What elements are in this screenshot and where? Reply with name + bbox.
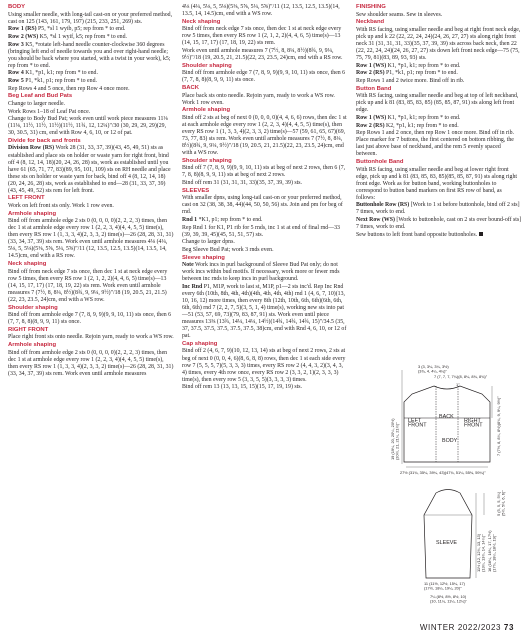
- instruction-paragraph: [182, 48, 348, 62]
- instruction-text: Bind off from neck edge 7 sts once, then dec 1 st at neck edge every row 5 times, then every RS row 1 (2, 1, 2, 2)(4, 4, 6, 5) time(s)—13 (14, 15, 17, 17) (17, 18, 19, 22) sts rem.: [182, 26, 342, 47]
- instruction-paragraph: [182, 247, 348, 254]
- section-heading: Buttonhole Band: [356, 158, 404, 165]
- armhole-text: 7 (7½, 8, 8¼, 8½)(8¾, 9, 9¼, 9½)": [496, 396, 501, 456]
- instruction-text: K1, *p1, k1; rep from * to end.: [386, 114, 461, 121]
- instruction-text: K1, *p1, k1; rep from * to end.: [386, 62, 461, 69]
- instruction-paragraph: [8, 12, 174, 26]
- instruction-text: Bind off from neck edge 7 sts once, then dec 1 st at neck edge every row 5 times, then every RS row 1 (2, 1, 2, 2)(4, 4, 6, 5) time(s)—13 (14, 15, 17, 17) (17, 18, 19, 22) sts rem. Work even until armhole measures 7 (7½, 8, 8¼, 8½)(8¾, 9, 9¼, 9½)"/18 (19, 20.5, 21, 21.5)(22, 23, 23.5, 24)cm, end with a WS row.: [8, 268, 168, 303]
- sleeve-outline: [424, 490, 472, 579]
- instruction-paragraph: [8, 350, 174, 378]
- instruction-paragraph: [356, 78, 522, 85]
- instruction-paragraph: [182, 4, 348, 18]
- section-heading: Armhole shaping: [8, 210, 57, 217]
- instruction-paragraph: [8, 26, 174, 33]
- section-heading: Shoulder shaping: [182, 62, 232, 69]
- row-label: Row 2 (RS): [356, 70, 385, 77]
- instruction-paragraph: [8, 203, 174, 210]
- instruction-paragraph: [8, 109, 174, 116]
- cuff-text: 7¼ (8½, 8½, 8½, 10) (10, 11¼, 11¼, 12¼)": [430, 594, 467, 604]
- instruction-paragraph: [8, 269, 174, 304]
- section-heading: RIGHT FRONT: [8, 326, 49, 333]
- instruction-paragraph: [182, 384, 348, 391]
- row-label: Row 2 (RS): [356, 122, 385, 129]
- instruction-text: Work even until armhole measures 7 (7½, 8, 8¼, 8½)(8¾, 9, 9¼, 9½)"/18 (19, 20.5, 21, 21.5)(22, 23, 23.5, 24)cm, end with a RS row.: [182, 48, 343, 62]
- instruction-paragraph: [8, 116, 174, 137]
- instruction-paragraph: [182, 348, 348, 383]
- neck-depth-text: 1": [456, 382, 460, 387]
- instruction-paragraph: [8, 42, 174, 70]
- instruction-paragraph: [182, 70, 348, 84]
- instruction-paragraph: [8, 334, 174, 341]
- row-label: Row 1 (WS): [356, 114, 387, 121]
- instruction-text: Rep Rows 4 and 5 once, then rep Row 4 once more.: [8, 85, 130, 92]
- row-label: Buttonhole Row (RS): [356, 202, 410, 209]
- instruction-text: P1, M1P, work to last st, M1P, p1—2 sts inc'd. Rep Inc Rnd every 6th (10th, 8th, 4th, 4th)(4th, 4th, 4th, 4th) rnd 1 (4, 6, 7, 10)(13, 10, 16, 12) more times, then every 8th (12th, 10th, 6th, 6th)(6th, 6th, 6th, 6th) rnd 7 (2, 2, 7, 5)(3, 5, 1, 4) time(s), working new sts into pat—51 (53, 57, 69, 73)(79, 83, 87, 91) sts. Work even until piece measures 13⅜ (13¾, 14¼, 14¼, 14½)(14¾, 14¾, 14¾, 15)"/34.5 (35, 37, 37.5, 37.5, 37.5, 37.5, 37.5, 38)cm, end with Rnd 4, 6, 10, or 12 of pat.: [182, 283, 347, 340]
- section-heading: Divide for back and fronts: [8, 137, 81, 144]
- section-heading: Cap shaping: [182, 340, 218, 347]
- neck-width-text: 3 (3, 3¼, 3¼, 3½) (3¾, 4, 4¼, 4¼)": [418, 364, 449, 374]
- instruction-paragraph: [182, 115, 348, 157]
- schematic-diagram: [382, 360, 512, 630]
- sleeve-length-text: 16 (16¼, 16¾, 17, 17½)(17¾, 18¼, 18½, 19)": [487, 530, 497, 572]
- instruction-text: 4⅛ (4¼, 5⅛, 5, 5⅛)(5⅜, 5⅝, 5¼, 5⅝)"/11 (12, 13.5, 12.5, 13.5)(14, 13.5, 14, 14.5)cm, end with a WS row.: [182, 4, 340, 18]
- instruction-paragraph: [182, 284, 348, 340]
- issue-label: WINTER 2022/2023: [419, 623, 502, 632]
- instruction-paragraph: [182, 225, 348, 239]
- row-label: Row 2 (WS): [8, 33, 39, 40]
- instruction-paragraph: [8, 101, 174, 108]
- instruction-text: Bind off from armhole edge 2 sts 0 (0, 0, 0, 0)(2, 2, 2, 3) times, then dec 1 st at armhole edge every row 1 (2, 2, 3, 4)(4, 4, 5, 5) time(s), then every RS row 1 (1, 3, 3, 4)(2, 3, 3, 2) time(s)—26 (28, 28, 31, 31)(33, 34, 37, 39) sts rem. Work even until armhole measures: [8, 349, 174, 377]
- instruction-text: Change to Body Bud Pat; work even until work piece measures 11⅛ (11⅛, 11½, 11½, 11½)(11½, 11¾, 12, 12¼)"/30 (30, 29, 29, 29)(29, 30, 30.5, 31) cm, end with Row 4, 6, 10, or 12 of pat.: [8, 116, 168, 137]
- instruction-text: With RS facing, using smaller needle and beg at top of left neckband, pick up and k 81 (83, 85, 83, 85) (85, 85, 87, 91) sts along left front edge.: [356, 93, 519, 114]
- instruction-paragraph: [356, 63, 522, 70]
- row-label: Division Row (RS): [8, 145, 55, 152]
- page-number: 73: [503, 623, 514, 632]
- section-heading: Armhole shaping: [8, 342, 57, 349]
- instruction-paragraph: [356, 123, 522, 130]
- instruction-paragraph: [356, 217, 522, 231]
- instruction-text: *K1, p1; rep from * to end.: [197, 216, 263, 223]
- instruction-paragraph: [356, 202, 522, 216]
- instruction-text: K5, *sl 1 wyif, k5; rep from * to end.: [38, 33, 127, 40]
- instruction-paragraph: [8, 70, 174, 77]
- instruction-text: Bind off rem 13 (13, 13, 15, 15)(15, 17, 19, 19) sts.: [182, 384, 303, 391]
- instruction-paragraph: [182, 262, 348, 283]
- instruction-paragraph: [182, 239, 348, 246]
- instruction-text: Bind off from armhole edge 7 (7, 8, 9, 9)(9, 9, 10, 11) sts once, then 6 (7, 7, 8, 8)(8, 9, 9, 11) sts once.: [182, 70, 346, 84]
- instruction-text: Sew shoulder seams. Sew in sleeves.: [356, 11, 443, 18]
- section-heading: Button Band: [356, 85, 392, 92]
- instruction-text: With smaller dpns, using long-tail cast-on or your preferred method, cast on 32 (38, 38, 38, 44)(44, 50, 50, 56) sts. Join and pm for beg of rnd.: [182, 195, 343, 216]
- row-label: Row 3: [8, 41, 24, 48]
- instruction-text: Place right front sts onto needle. Rejoin yarn, ready to work a WS row.: [8, 334, 174, 341]
- section-heading: Neck shaping: [8, 261, 47, 268]
- instruction-text: Bind off 2 (4, 6, 7, 9)(10, 12, 13, 14) sts at beg of next 2 rows, 2 sts at beg of next 0 (0, 0, 4, 6)(8, 6, 8, 8) rows, then dec 1 st each side every row 7 (5, 5, 5, 7)(5, 3, 3, 3) times, every RS row 2 (4, 4, 3, 2)(3, 4, 3, 4) times, every 4th row once, every RS row 2 (3, 3, 2, 1)(2, 3, 3, 3) time(s), then every row 5 (3, 3, 5, 5)(3, 3, 3, 3) times.: [182, 348, 346, 383]
- instruction-paragraph: [356, 130, 522, 158]
- instruction-text: Bind off from armhole edge 2 sts 0 (0, 0, 0, 0)(2, 2, 2, 3) times, then dec 1 st at armhole edge every row 1 (2, 2, 3, 4)(4, 4, 5, 5) time(s), then every RS row 1 (1, 3, 3, 4)(2, 3, 3, 2) time(s)—26 (28, 28, 31, 31) (33, 34, 37, 39) sts rem. Work even until armhole measures 4⅛ (4¼, 5⅛, 5, 5⅛)(5⅜, 5⅝, 5¼, 5⅝)"/11 (12, 13.5, 12.5, 13.5)(14, 13.5, 14, 14.5)cm, end with a RS row.: [8, 218, 174, 260]
- instruction-paragraph: [8, 145, 174, 194]
- instruction-paragraph: [182, 93, 348, 107]
- column-1: [8, 4, 174, 378]
- label-left-front: LEFT FRONT: [408, 418, 427, 429]
- section-heading: FINISHING: [356, 4, 386, 10]
- instruction-paragraph: [356, 115, 522, 122]
- instruction-text: P1, *k1, p1; rep from * to end.: [384, 70, 458, 77]
- label-right-front: RIGHT FRONT: [464, 418, 483, 429]
- row-label: Next Row (WS): [356, 217, 395, 224]
- instruction-text: K5, *rotate left-hand needle counter-clockwise 360 degrees (bringing left end of needle towards you and over right-hand needle; you should be back where you started, with a twist in your work), k5; rep from * to end.: [8, 41, 171, 69]
- shoulder-text: 7 (7, 7, 7, 7¼)(8, 8¼, 8¾, 8¾)": [434, 374, 488, 379]
- instruction-paragraph: [8, 218, 174, 260]
- section-heading: SLEEVES: [182, 187, 210, 194]
- instruction-paragraph: [182, 180, 348, 187]
- instruction-text: Using smaller needle, with long-tail cast-on or your preferred method, cast on 125 (143, 161, 179, 197) (215, 233, 251, 269) sts.: [8, 11, 173, 25]
- instruction-text: [Work to 1 st before buttonhole, bind off 2 sts] 7 times, work to end.: [356, 202, 520, 216]
- section-heading: LEFT FRONT: [8, 195, 45, 202]
- instruction-text: K2, *p1, k1; rep from * to end.: [384, 122, 459, 129]
- section-heading: Neckband: [356, 19, 385, 26]
- section-heading: Shoulder shaping: [8, 304, 58, 311]
- section-heading: Neck shaping: [182, 18, 221, 25]
- instruction-text: K1, *p1, k1; rep from * to end.: [23, 70, 98, 77]
- body-length-text: 19 (19¼, 20, 20¼, 20½)(20½, 21, 21¼, 21½)": [390, 418, 400, 460]
- instruction-paragraph: [182, 165, 348, 179]
- section-heading: BACK: [182, 84, 200, 91]
- label-sleeve: SLEEVE: [436, 540, 457, 546]
- instruction-text: With RS facing, using smaller needle and beg at lower right front edge, pick up and k 81 (83, 85, 83, 85)(85, 85, 87, 91) sts along right front edge. Work as for button band, working buttonholes to correspond to button band markers on first RS row of band, as follows:: [356, 166, 518, 201]
- section-heading: Sleeve shaping: [182, 254, 225, 261]
- instruction-paragraph: [356, 12, 522, 19]
- cap-height-text: 5 (5, 5, 5, 5¼)(5½, 5½, 6, 6)": [496, 490, 506, 516]
- row-label: Row 4: [8, 70, 24, 77]
- instruction-text: Change to larger dpns.: [182, 239, 235, 246]
- end-square-icon: [479, 232, 483, 236]
- instruction-text: Sew buttons to left front band opposite buttonholes.: [356, 231, 479, 238]
- instruction-paragraph: [8, 312, 174, 326]
- instruction-text: Work incs in purl background of Sleeve Bud Pat only; do not work incs within bud motifs. If necessary, work more or fewer rnds between inc rnds to keep incs in purl background.: [182, 262, 340, 283]
- page-footer: [420, 623, 514, 632]
- instruction-paragraph: [182, 195, 348, 216]
- row-label: Row 1 (WS): [356, 62, 387, 69]
- instruction-paragraph: [356, 232, 522, 239]
- instruction-text: Bind off 2 sts at beg of next 0 (0, 0, 0, 0)(4, 4, 6, 6) rows, then dec 1 st at each armhole edge every row 1 (2, 2, 3, 4)(4, 4, 5, 5) time(s), then every RS row 1 (1, 3, 3, 4)(2, 3, 3, 2) time(s)—57 (59, 61, 65, 67)(69, 73, 77, 83) sts rem. Work even until armhole measures 7 (7½, 8, 8¼, 8½)(8¾, 9, 9¼, 9½)"/18 (19, 20.5, 21, 21.5)(22, 23, 23.5, 24)cm, end with a WS row.: [182, 114, 347, 157]
- instruction-paragraph: [356, 93, 522, 114]
- sleeve-depth-text: 11½ (12, 12¾, 13, 13)(13¼, 13¾, 14, 14¼)": [476, 534, 486, 572]
- instruction-text: Work 28 (31, 33, 37, 39)(43, 45, 49, 51) sts as established and place sts on holder or waste yarn for right front, bind off 4 (8, 12, 14, 18)(20, 24, 26, 28) sts, work as established until you have 61 (65, 71, 77, 83)(89, 95, 101, 109) sts on RH needle and place these sts on holder or waste yarn for back, bind off 4 (8, 12, 14, 18)(20, 24, 26, 28) sts, work as established to end—28 (31, 33, 37, 39) (43, 45, 49, 52) sts rem for left front.: [8, 145, 171, 194]
- instruction-paragraph: [356, 70, 522, 77]
- instruction-paragraph: [356, 27, 522, 62]
- instruction-paragraph: [8, 78, 174, 85]
- row-label: Rnd 1: [182, 216, 198, 223]
- instruction-paragraph: [182, 217, 348, 224]
- instruction-text: Bind off 7 (7, 8, 9, 9)(9, 9, 10, 11) sts at beg of next 2 rows, then 6 (7, 7, 8, 8)(8, 9, 9, 11) sts at beg of next 2 rows.: [182, 165, 346, 179]
- instruction-text: Rep Rows 1 and 2 twice more. Bind off in rib.: [356, 77, 465, 84]
- instruction-text: With RS facing, using smaller needle and beg at right front neck edge, pick up and k 22 (22, 22, 24, 24)(24, 26, 27, 27) sts along right front neck 31 (31, 31, 31, 33)(35, 37, 39, 39) sts across back neck, then 22 (22, 22, 24, 24)(24, 26, 27, 27) sts down left front neck edge—75 (75, 75, 79, 81)(83, 89, 93, 93) sts.: [356, 26, 521, 62]
- instruction-text: Work on left front sts only. Work 1 row even.: [8, 202, 114, 209]
- instruction-text: Work Rows 1–18 of Leaf Pat once.: [8, 108, 91, 115]
- instruction-text: Bind off rem 31 (31, 31, 31, 33)(35, 37, 39, 39) sts.: [182, 180, 303, 187]
- upper-arm-text: 11 (11½, 12½, 15¼, 17) (17½, 18¼, 19¼, 20)": [424, 581, 465, 591]
- instruction-paragraph: [356, 167, 522, 202]
- instruction-text: [Work to buttonhole, cast on 2 sts over bound-off sts] 7 times, work to end.: [356, 217, 522, 231]
- instruction-paragraph: [182, 26, 348, 47]
- section-heading: Armhole shaping: [182, 107, 231, 114]
- instruction-text: P5, *sl 1 wyib, p5; rep from * to end.: [36, 26, 126, 33]
- instruction-text: Change to larger needle.: [8, 100, 66, 107]
- row-label: Row 1 (RS): [8, 26, 37, 33]
- instruction-text: Rep Rows 1 and 2 once, then rep Row 1 once more. Bind off in rib. Place marker for 7 buttons, the first centered on bottom ribbing, the last just above base of neckband, and the rem 5 evenly spaced between.: [356, 130, 514, 158]
- instruction-text: Bind off from armhole edge 7 (7, 8, 9, 9)(9, 9, 10, 11) sts once, then 6 (7, 7, 8, 8)(8, 9, 9, 11) sts once.: [8, 312, 172, 326]
- instruction-text: Beg Sleeve Bud Pat; work 3 rnds even.: [182, 246, 274, 253]
- column-2: [182, 4, 348, 392]
- row-label: Note: [182, 262, 194, 269]
- row-label: Row 5: [8, 77, 24, 84]
- instruction-text: Rep Rnd 1 for K1, P1 rib for 5 rnds, inc 1 st at end of final rnd—33 (39, 39, 39, 45)(45, 51, 51, 57) sts.: [182, 224, 340, 238]
- column-3: [356, 4, 522, 239]
- row-label: Inc Rnd: [182, 283, 203, 290]
- label-back: BACK: [439, 414, 454, 420]
- instruction-paragraph: [8, 34, 174, 41]
- instruction-text: P1, *k1, p1; rep from * to end.: [23, 77, 97, 84]
- section-heading: Shoulder shaping: [182, 157, 232, 164]
- label-body: BODY: [442, 438, 458, 444]
- hem-width-text: 27½ (31¾, 35¼, 39¼, 43)(47¾, 51¼, 55¾, 59¼)": [400, 470, 486, 475]
- instruction-text: Place back sts onto needle. Rejoin yarn, ready to work a WS row. Work 1 row even.: [182, 92, 335, 106]
- section-heading: BODY: [8, 4, 26, 10]
- instruction-paragraph: [8, 86, 174, 93]
- section-heading: Beg Leaf and Bud Pats: [8, 93, 73, 100]
